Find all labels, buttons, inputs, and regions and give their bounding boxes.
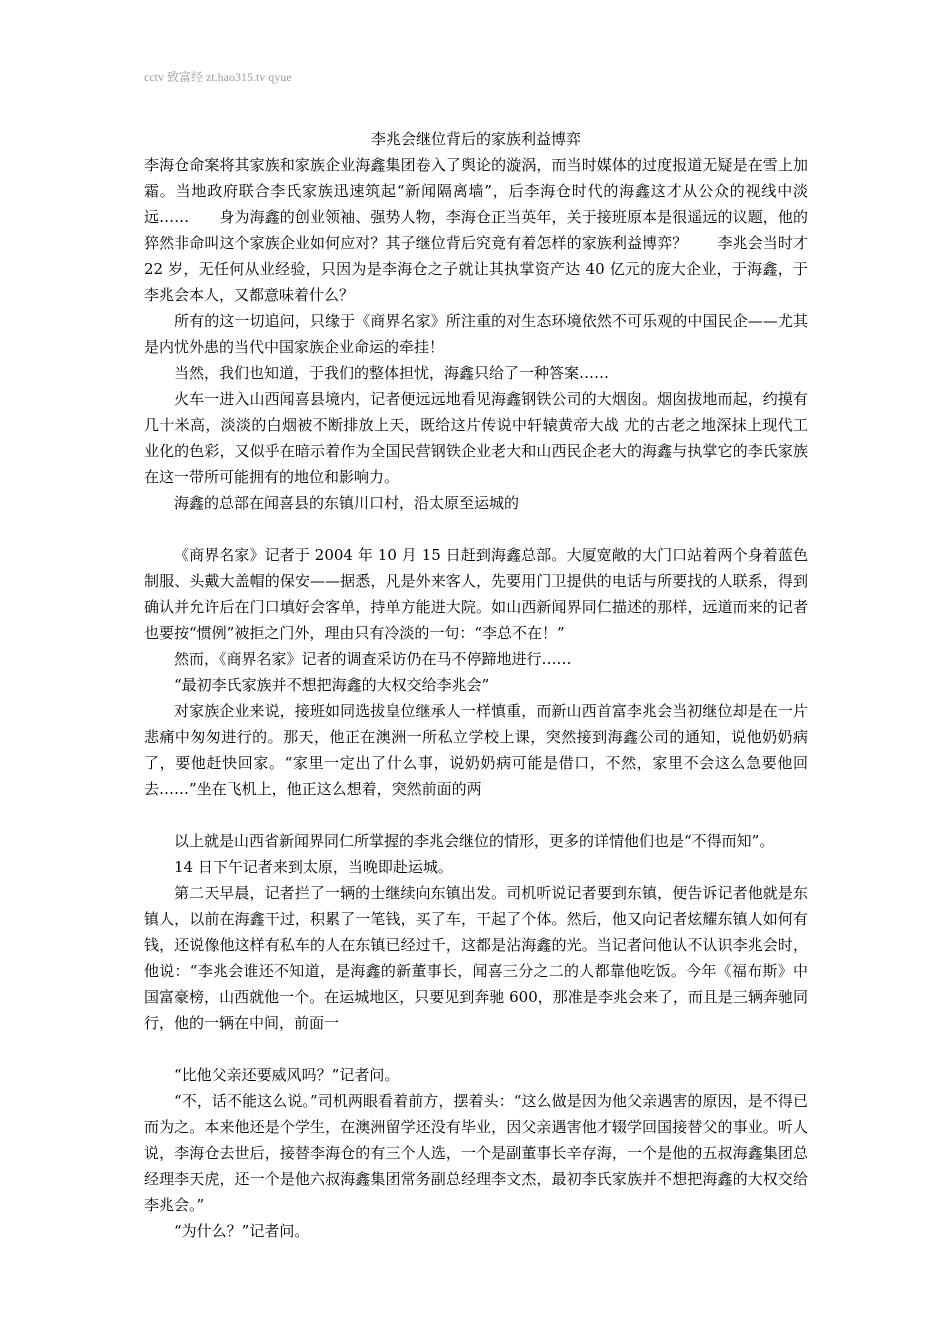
paragraph-gap: [144, 516, 808, 542]
paragraph-gap: [144, 802, 808, 828]
paragraph: 对家族企业来说，接班如同选拔皇位继承人一样慎重，而新山西首富李兆会当初继位却是在一片悲痛中匆匆进行的。那天，他正在澳洲一所私立学校上课，突然接到海鑫公司的通知，说他奶奶病了，要他赶快回家。“家里一定出了什么事，说奶奶病可能是借口，不然，家里不会这么急要他回去……”坐在飞机上，他正这么想着，突然前面的两: [144, 702, 808, 798]
paragraph: 当然，我们也知道，于我们的整体担忧，海鑫只给了一种答案……: [174, 364, 610, 382]
paragraph: 火车一进入山西闻喜县境内，记者便远远地看见海鑫钢铁公司的大烟囱。烟囱拔地而起，约摸有几十米高，淡淡的白烟被不断排放上天，既给这片传说中轩辕黄帝大战 尤的古老之地深抹上现代工业化的色彩，又似乎在暗示着作为全国民营钢铁企业老大和山西民企老大的海鑫与执掌它的李氏家族在这一带所可能拥有的地位和影响力。: [144, 390, 808, 486]
paragraph: 海鑫的总部在闻喜县的东镇川口村，沿太原至运城的: [174, 494, 520, 512]
paragraph: “比他父亲还要威风吗？”记者问。: [174, 1066, 400, 1084]
paragraph: “为什么？”记者问。: [174, 1222, 310, 1240]
paragraph: 以上就是山西省新闻界同仁所掌握的李兆会继位的情形，更多的详情他们也是“不得而知”。: [174, 832, 775, 850]
paragraph: 然而，《商界名家》记者的调查采访仍在马不停蹄地进行……: [174, 650, 572, 668]
paragraph: 《商界名家》记者于 2004 年 10 月 15 日赶到海鑫总部。大厦宽敞的大门口站着两个身着蓝色制服、头戴大盖帽的保安——据悉，凡是外来客人，先要用门卫提供的电话与所要找的人联系，得到确认并允许后在门口填好会客单，持单方能进大院。如山西新闻界同仁描述的那样，远道而来的记者也要按“惯例”被拒之门外，理由只有冷淡的一句：“李总不在！”: [144, 546, 808, 642]
paragraph: “最初李氏家族并不想把海鑫的大权交给李兆会”: [174, 676, 490, 694]
paragraph: 14 日下午记者来到太原，当晚即赴运城。: [174, 858, 453, 876]
page-header: cctv 致富经 zt.hao315.tv qyue: [144, 70, 292, 84]
paragraph: 李海仓命案将其家族和家族企业海鑫集团卷入了舆论的漩涡，而当时媒体的过度报道无疑是在雪上加霜。当地政府联合李氏家族迅速筑起“新闻隔离墙”，后李海仓时代的海鑫这才从公众的视线中淡远…… 身为海鑫的创业领袖、强势人物，李海仓正当英年，关于接班原本是很遥远的议题，他的猝然非命叫这个家族企业如何应对？其子继位背后究竟有着怎样的家族利益博弈？ 李兆会当时才 22 岁，无任何从业经验，只因为是李海仓之子就让其执掌资产达 40 亿元的庞大企业，于海鑫，于李兆会本人，又都意味着什么？: [144, 156, 808, 304]
article-body: [144, 126, 808, 1244]
paragraph: “不，话不能这么说。”司机两眼看着前方，摆着头：“这么做是因为他父亲遇害的原因，是不得已而为之。本来他还是个学生，在澳洲留学还没有毕业，因父亲遇害他才辍学回国接替父的事业。听人说，李海仓去世后，接替李海仓的有三个人选，一个是副董事长辛存海，一个是他的五叔海鑫集团总经理李天虎，还一个是他六叔海鑫集团常务副总经理李文杰，最初李氏家族并不想把海鑫的大权交给李兆会。”: [144, 1092, 808, 1214]
paragraph: 第二天早晨，记者拦了一辆的士继续向东镇出发。司机听说记者要到东镇，便告诉记者他就是东镇人，以前在海鑫干过，积累了一笔钱，买了车，干起了个体。然后，他又向记者炫耀东镇人如何有钱，还说像他这样有私车的人在东镇已经过千，这都是沾海鑫的光。当记者问他认不认识李兆会时，他说：“李兆会谁还不知道，是海鑫的新董事长，闻喜三分之二的人都靠他吃饭。今年《福布斯》中国富豪榜，山西就他一个。在运城地区，只要见到奔驰 600，那准是李兆会来了，而且是三辆奔驰同行，他的一辆在中间，前面一: [144, 884, 808, 1032]
paragraph-list: [144, 152, 808, 1244]
paragraph: 所有的这一切追问，只缘于《商界名家》所注重的对生态环境依然不可乐观的中国民企——尤其是内忧外患的当代中国家族企业命运的牵挂！: [144, 312, 808, 356]
paragraph-gap: [144, 1036, 808, 1062]
article-title: 李兆会继位背后的家族利益博弈: [370, 130, 581, 148]
